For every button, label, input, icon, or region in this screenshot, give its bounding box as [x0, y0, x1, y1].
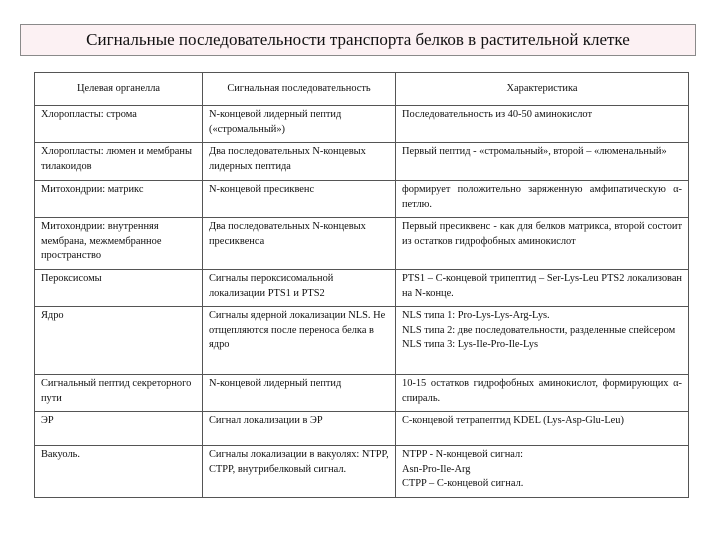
signal-cell: N-концевой лидерный пептид [203, 375, 396, 412]
signal-sequence-table [34, 72, 689, 498]
table-row [35, 307, 689, 375]
organelle-cell: Вакуоль. [35, 446, 203, 498]
organelle-cell: ЭР [35, 412, 203, 446]
organelle-cell: Митохондрии: внутренняя мембрана, межмембранное пространство [35, 218, 203, 270]
signal-cell: Два последовательных N-концевых лидерных пептида [203, 143, 396, 181]
table-row [35, 181, 689, 218]
feature-line: NLS типа 3: Lys-Ile-Pro-Ile-Lys [402, 339, 538, 350]
organelle-cell: Ядро [35, 307, 203, 375]
signal-cell: Сигналы ядерной локализации NLS. Не отщепляются после переноса белка в ядро [203, 307, 396, 375]
organelle-cell: Сигнальный пептид секреторного пути [35, 375, 203, 412]
table-row [35, 270, 689, 307]
table-row [35, 218, 689, 270]
table-row [35, 446, 689, 498]
signal-cell: Сигналы пероксисомальной локализации PTS1 и PTS2 [203, 270, 396, 307]
feature-cell: С-концевой тетрапептид KDEL (Lys-Asp-Glu-Leu) [396, 412, 689, 446]
feature-cell: PTS1 – С-концевой трипептид – Ser-Lys-Leu PTS2 локализован на N-конце. [396, 270, 689, 307]
feature-cell [396, 446, 689, 498]
feature-cell [396, 307, 689, 375]
signal-cell: Сигнал локализации в ЭР [203, 412, 396, 446]
header-characteristic: Характеристика [396, 73, 689, 106]
header-target-organelle: Целевая органелла [35, 73, 203, 106]
organelle-cell: Пероксисомы [35, 270, 203, 307]
feature-cell: Первый пресиквенс - как для белков матрикса, второй состоит из остатков гидрофобных аминокислот [396, 218, 689, 270]
signal-cell: N-концевой пресиквенс [203, 181, 396, 218]
slide-title: Сигнальные последовательности транспорта белков в растительной клетке [20, 24, 696, 56]
feature-cell: Первый пептид - «стромальный», второй – «люменальный» [396, 143, 689, 181]
organelle-cell: Хлоропласты: строма [35, 106, 203, 143]
signal-cell: N-концевой лидерный пептид («стромальный») [203, 106, 396, 143]
feature-line: CTPP – C-концевой сигнал. [402, 478, 524, 489]
feature-line: NLS типа 2: две последовательности, разделенные спейсером [402, 324, 676, 336]
table-row [35, 375, 689, 412]
organelle-cell: Хлоропласты: люмен и мембраны тилакоидов [35, 143, 203, 181]
signal-cell: Сигналы локализации в вакуолях: NTPP, CTPP, внутрибелковый сигнал. [203, 446, 396, 498]
feature-cell: 10-15 остатков гидрофобных аминокислот, формирующих α-спираль. [396, 375, 689, 412]
header-signal-sequence: Сигнальная последовательность [203, 73, 396, 106]
signal-cell: Два последовательных N-концевых пресиквенса [203, 218, 396, 270]
table-row [35, 412, 689, 446]
feature-line: NTPP - N-концевой сигнал: [402, 449, 524, 460]
table-row [35, 106, 689, 143]
table-row [35, 143, 689, 181]
table-header-row [35, 73, 689, 106]
feature-cell: Последовательность из 40-50 аминокислот [396, 106, 689, 143]
feature-line: NLS типа 1: Pro-Lys-Lys-Arg-Lys. [402, 310, 550, 321]
feature-cell: формирует положительно заряженную амфипатическую α-петлю. [396, 181, 689, 218]
feature-line: Asn-Pro-Ile-Arg [402, 463, 471, 475]
organelle-cell: Митохондрии: матрикс [35, 181, 203, 218]
